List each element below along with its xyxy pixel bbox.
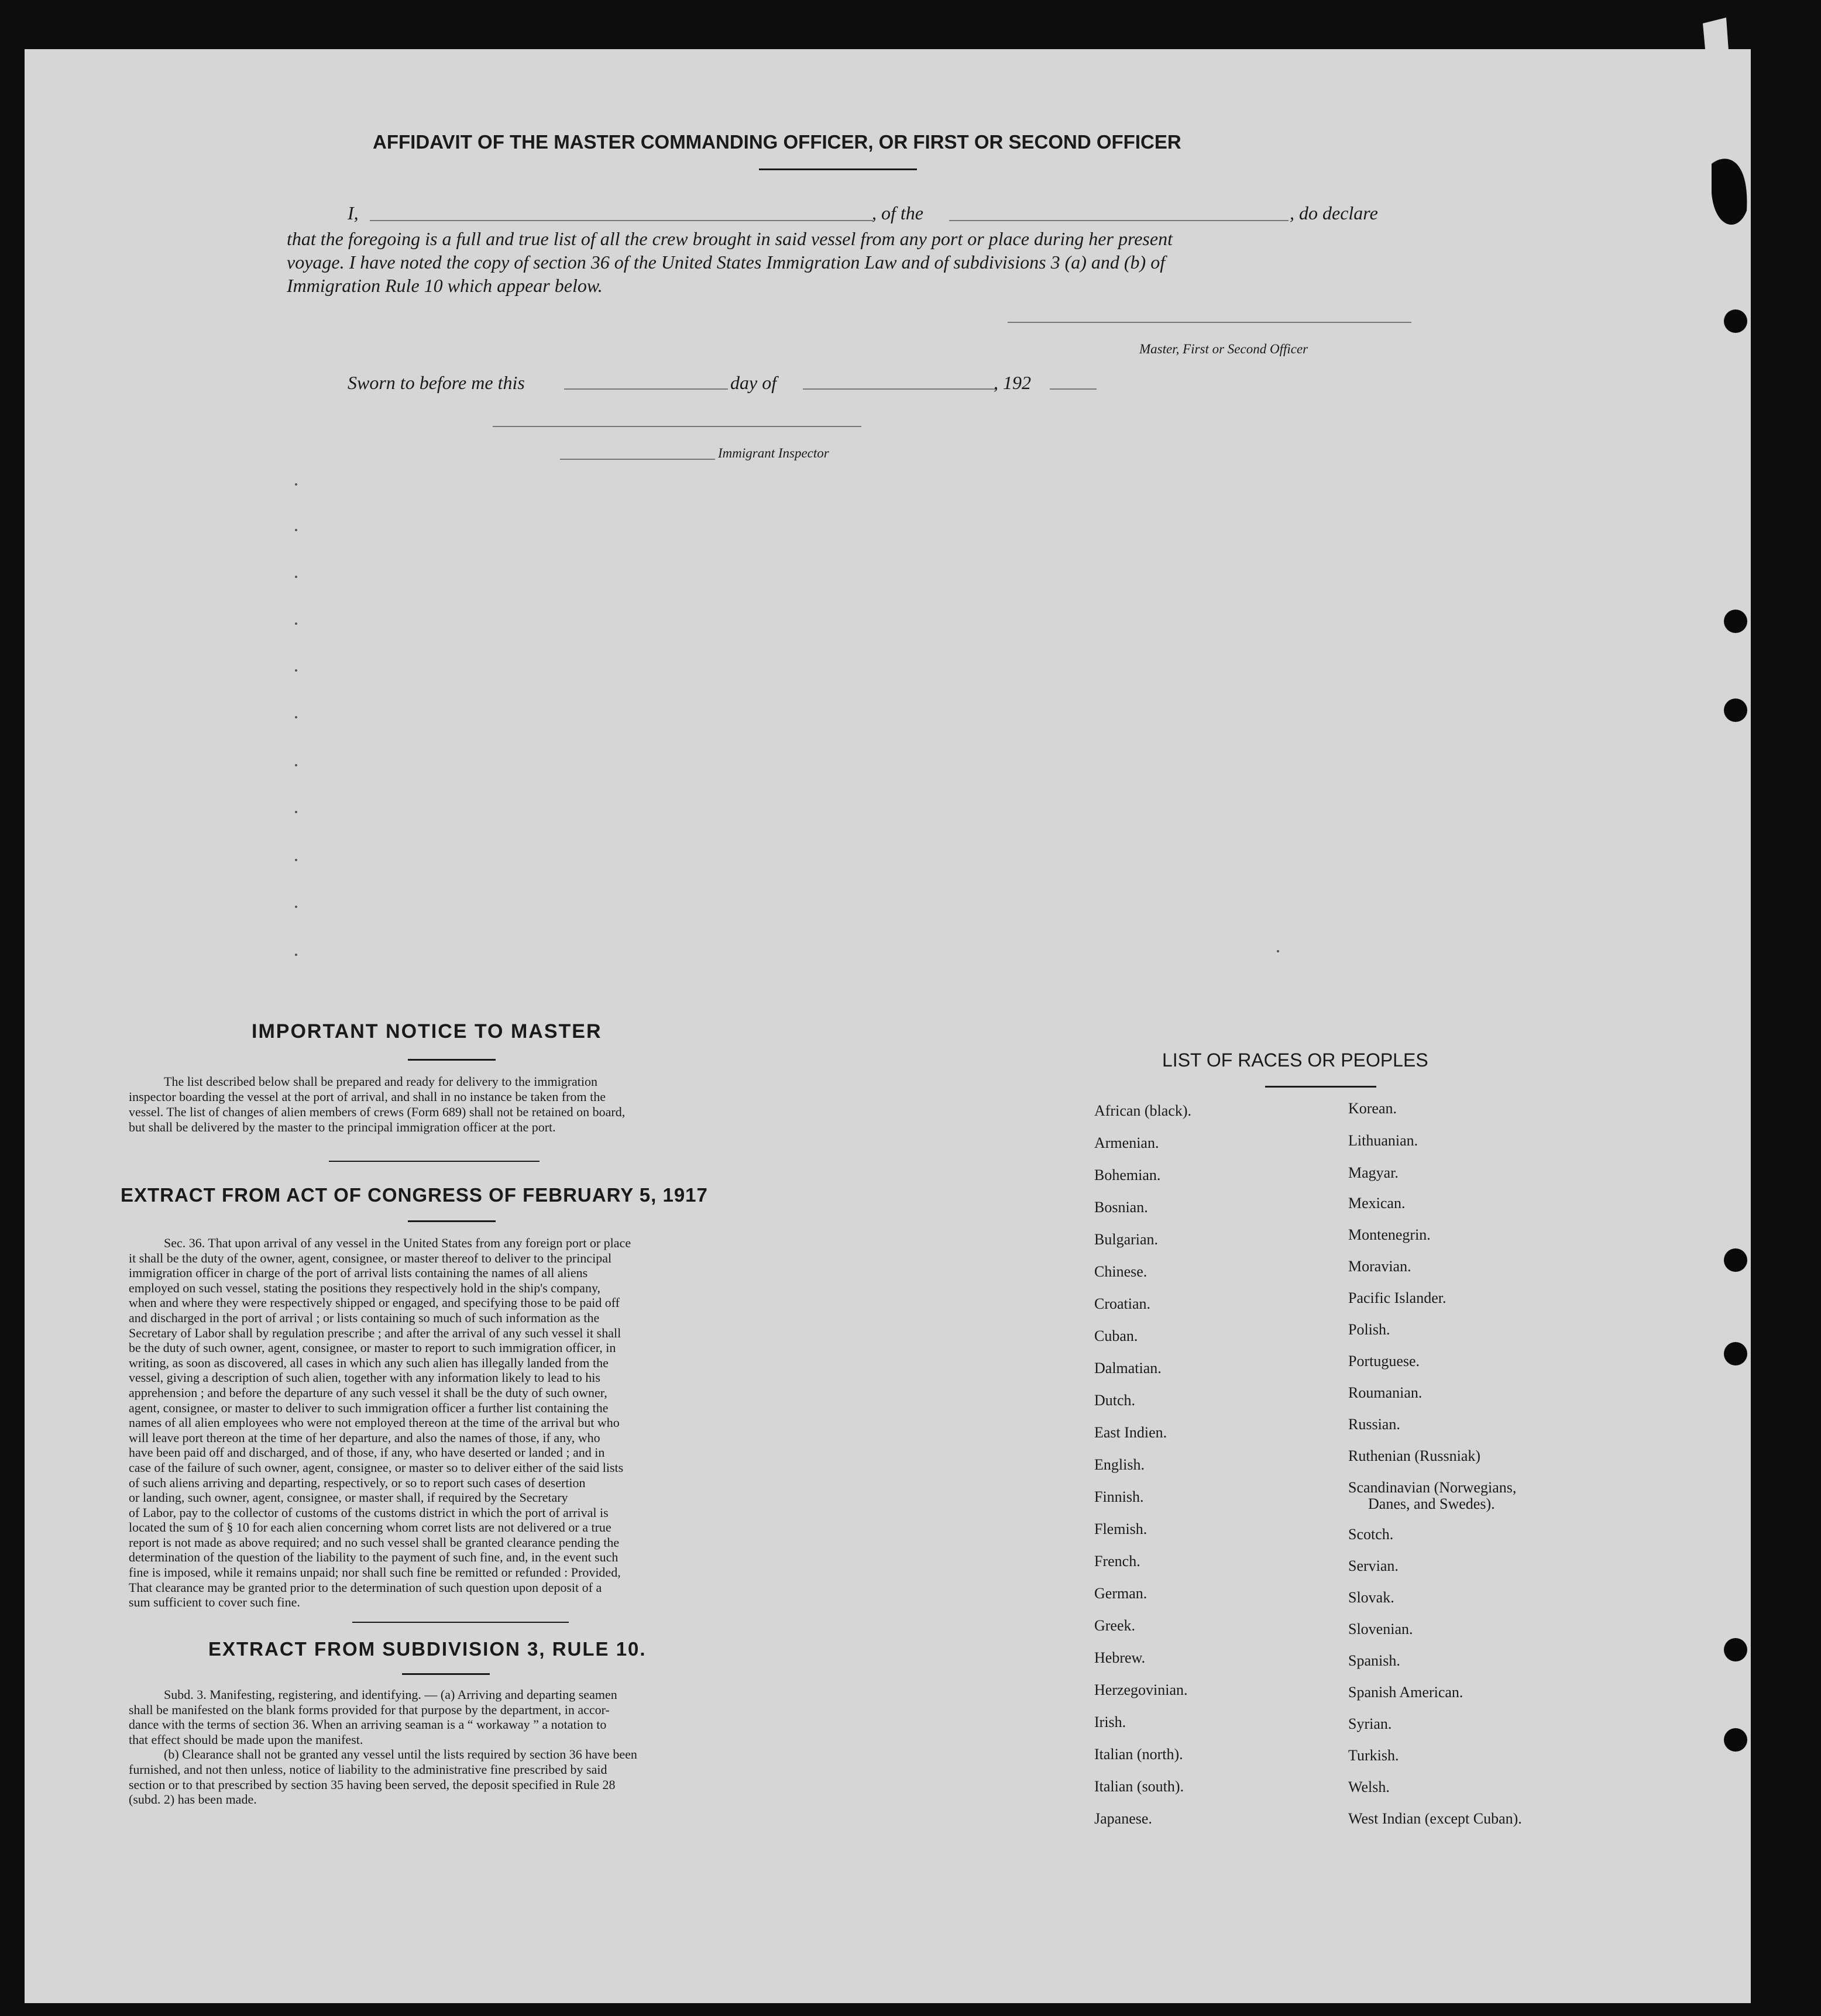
race-right-item: Montenegrin. xyxy=(1348,1226,1431,1243)
race-left-item: Cuban. xyxy=(1094,1327,1138,1344)
race-right-item: Scandinavian (Norwegians, xyxy=(1348,1479,1517,1496)
act-line: writing, as soon as discovered, all cases in which any such alien has illegally landed from the xyxy=(129,1355,609,1370)
title-underline xyxy=(759,168,917,170)
inspector-short-line xyxy=(560,459,715,460)
race-left-item: French. xyxy=(1094,1553,1140,1570)
race-left-item: Bohemian. xyxy=(1094,1167,1161,1184)
act-line: or landing, such owner, agent, consignee, or master shall, if required by the Secretary xyxy=(129,1490,568,1505)
act-line: immigration officer in charge of the port of arrival lists containing the names of all aliens xyxy=(129,1265,588,1281)
race-right-item: Roumanian. xyxy=(1348,1384,1423,1401)
notice-title: IMPORTANT NOTICE TO MASTER xyxy=(252,1020,602,1043)
race-left-item: African (black). xyxy=(1094,1102,1192,1119)
margin-dot xyxy=(295,669,297,672)
race-right-item: Syrian. xyxy=(1348,1715,1392,1732)
race-left-item: Finnish. xyxy=(1094,1488,1144,1505)
binder-hole xyxy=(1724,610,1747,633)
notice-line: but shall be delivered by the master to the principal immigration officer at the port. xyxy=(129,1120,556,1134)
act-line: apprehension ; and before the departure of any such vessel it shall be the duty of such owner, xyxy=(129,1385,607,1400)
rule-line: shall be manifested on the blank forms provided for that purpose by the department, in accor- xyxy=(129,1702,610,1717)
binder-hole xyxy=(1724,1728,1747,1752)
race-left-item: Herzegovinian. xyxy=(1094,1681,1188,1698)
rule-text xyxy=(129,1687,819,1807)
margin-dot xyxy=(295,716,297,718)
form-sheet xyxy=(25,49,1751,2003)
year-label: , 192 xyxy=(994,372,1031,393)
rule-line: Subd. 3. Manifesting, registering, and identifying. — (a) Arriving and departing seamen xyxy=(164,1687,617,1702)
act-line: fine is imposed, while it remains unpaid; nor shall such fine be remitted or refunded : Provided, xyxy=(129,1565,621,1580)
race-left-item: English. xyxy=(1094,1456,1145,1473)
act-line: employed on such vessel, stating the positions they respectively hold in the ship's company, xyxy=(129,1280,601,1295)
act-line: located the sum of § 10 for each alien concerning whom corret lists are not delivered or a true xyxy=(129,1520,611,1535)
master-label: Master, First or Second Officer xyxy=(1139,342,1308,356)
rule-title: EXTRACT FROM SUBDIVISION 3, RULE 10. xyxy=(208,1638,647,1660)
binder-hole xyxy=(1724,699,1747,722)
race-right-item: Servian. xyxy=(1348,1557,1399,1574)
race-right-item: Mexican. xyxy=(1348,1195,1406,1212)
race-right-item: Russian. xyxy=(1348,1416,1400,1433)
race-left-item: Bosnian. xyxy=(1094,1199,1148,1216)
margin-dot xyxy=(295,483,297,486)
race-right-item: Spanish. xyxy=(1348,1652,1400,1669)
affidavit-declare: , do declare xyxy=(1290,202,1378,223)
notice-separator xyxy=(329,1161,540,1162)
race-right-item: Moravian. xyxy=(1348,1258,1411,1275)
act-line: sum sufficient to cover such fine. xyxy=(129,1595,300,1610)
race-right-item: Spanish American. xyxy=(1348,1684,1463,1701)
race-right-item: Pacific Islander. xyxy=(1348,1289,1447,1306)
sworn-label: Sworn to before me this xyxy=(348,372,525,393)
act-line: have been paid off and discharged, and of those, if any, who have deserted or landed ; and in xyxy=(129,1445,605,1460)
act-line: names of all alien employees who were not employed thereon at the time of the arrival but who xyxy=(129,1415,620,1430)
affidavit-title: AFFIDAVIT OF THE MASTER COMMANDING OFFICER, OR FIRST OR SECOND OFFICER xyxy=(373,131,1181,153)
torn-corner-mark xyxy=(1691,18,1761,240)
race-left-item: Croatian. xyxy=(1094,1295,1151,1312)
act-line: of Labor, pay to the collector of customs of the customs district in which the port of arrival is xyxy=(129,1505,609,1520)
notice-line: The list described below shall be prepared and ready for delivery to the immigration xyxy=(164,1074,598,1089)
margin-dot xyxy=(1277,950,1279,952)
race-right-item: Slovak. xyxy=(1348,1589,1394,1606)
race-right-item: Magyar. xyxy=(1348,1164,1399,1181)
act-line: That clearance may be granted prior to the determination of such question upon deposit of a xyxy=(129,1580,602,1595)
act-line: Sec. 36. That upon arrival of any vessel in the United States from any foreign port or place xyxy=(164,1236,631,1250)
master-signature-field[interactable] xyxy=(1008,322,1411,323)
rule-underline xyxy=(402,1673,490,1675)
affidavit-body-2: voyage. I have noted the copy of section 36 of the United States Immigration Law and of subdivisions 3 (a) and (b) of xyxy=(287,252,1166,273)
race-right-item: Welsh. xyxy=(1348,1778,1390,1795)
act-separator xyxy=(352,1622,569,1623)
affidavit-of-the: , of the xyxy=(872,202,923,223)
margin-dot xyxy=(295,529,297,531)
race-left-item: Hebrew. xyxy=(1094,1649,1146,1666)
act-line: Secretary of Labor shall by regulation prescribe ; and after the arrival of any such vessel it shall xyxy=(129,1325,621,1340)
sworn-day-field[interactable] xyxy=(564,388,728,390)
act-line: vessel, giving a description of such alien, together with any information likely to lead to his xyxy=(129,1370,600,1385)
race-right-item: Turkish. xyxy=(1348,1747,1399,1764)
rule-line: that effect should be made upon the manifest. xyxy=(129,1732,363,1747)
inspector-label: Immigrant Inspector xyxy=(718,446,829,460)
race-right-item: Scotch. xyxy=(1348,1526,1394,1543)
act-underline xyxy=(408,1220,496,1222)
act-line: case of the failure of such owner, agent, consignee, or master so to deliver either of the said lists xyxy=(129,1460,624,1475)
affidavit-i: I, xyxy=(348,202,359,223)
binder-hole xyxy=(1724,1248,1747,1272)
race-left-item: Bulgarian. xyxy=(1094,1231,1159,1248)
affidavit-body-1: that the foregoing is a full and true list of all the crew brought in said vessel from any port or place during her present xyxy=(287,228,1173,249)
act-line: will leave port thereon at the time of her departure, and also the names of those, if any, who xyxy=(129,1430,600,1445)
race-right-item: Portuguese. xyxy=(1348,1353,1420,1370)
margin-dot xyxy=(295,622,297,625)
race-right-item: Lithuanian. xyxy=(1348,1132,1418,1149)
affidavit-body-3: Immigration Rule 10 which appear below. xyxy=(287,275,603,296)
name-field[interactable] xyxy=(370,220,873,221)
binder-hole xyxy=(1724,1342,1747,1365)
race-right-item: Ruthenian (Russniak) xyxy=(1348,1447,1481,1464)
act-line: of such aliens arriving and departing, respectively, or so to report such cases of desertion xyxy=(129,1475,586,1490)
notice-underline xyxy=(408,1059,496,1061)
notice-line: inspector boarding the vessel at the port of arrival, and shall in no instance be taken from the xyxy=(129,1089,606,1104)
act-title: EXTRACT FROM ACT OF CONGRESS OF FEBRUARY 5, 1917 xyxy=(121,1184,708,1206)
race-right-item: Korean. xyxy=(1348,1100,1397,1117)
vessel-field[interactable] xyxy=(949,220,1289,221)
race-left-item: Flemish. xyxy=(1094,1520,1147,1537)
act-line: when and where they were respectively shipped or engaged, and specifying those to be paid off xyxy=(129,1295,620,1310)
margin-dot xyxy=(295,954,297,956)
margin-dot xyxy=(295,811,297,813)
rule-line: dance with the terms of section 36. When an arriving seaman is a “ workaway ” a notation to xyxy=(129,1717,607,1732)
rule-line: (subd. 2) has been made. xyxy=(129,1792,257,1807)
race-left-item: Dutch. xyxy=(1094,1392,1136,1409)
act-line: and discharged in the port of arrival ; or lists containing so much of such information as the xyxy=(129,1310,600,1325)
race-left-item: Chinese. xyxy=(1094,1263,1147,1280)
inspector-signature-field[interactable] xyxy=(493,426,861,427)
race-left-item: Dalmatian. xyxy=(1094,1360,1162,1377)
race-left-item: Greek. xyxy=(1094,1617,1136,1634)
act-line: determination of the question of the liability to the payment of such fine, and, in the event such xyxy=(129,1550,619,1565)
margin-dot xyxy=(295,576,297,578)
margin-dot xyxy=(295,906,297,908)
margin-dot xyxy=(295,859,297,861)
race-right-item: Polish. xyxy=(1348,1321,1390,1338)
rule-line: (b) Clearance shall not be granted any vessel until the lists required by section 36 have been xyxy=(164,1747,637,1762)
sworn-year-field[interactable] xyxy=(1050,388,1097,390)
act-line: report is not made as above required; and no such vessel shall be granted clearance pending the xyxy=(129,1535,620,1550)
race-left-item: Italian (south). xyxy=(1094,1778,1184,1795)
margin-dot xyxy=(295,764,297,766)
race-left-item: Irish. xyxy=(1094,1714,1126,1731)
notice-line: vessel. The list of changes of alien members of crews (Form 689) shall not be retained on board, xyxy=(129,1105,626,1119)
binder-hole xyxy=(1724,309,1747,333)
race-right-item: Danes, and Swedes). xyxy=(1368,1495,1495,1512)
race-left-item: Italian (north). xyxy=(1094,1746,1183,1763)
act-line: be the duty of such owner, agent, consignee, or master to report to such immigration officer, in xyxy=(129,1340,616,1356)
race-right-item: West Indian (except Cuban). xyxy=(1348,1810,1522,1827)
race-right-item: Slovenian. xyxy=(1348,1621,1413,1637)
race-left-item: East Indien. xyxy=(1094,1424,1167,1441)
rule-line: section or to that prescribed by section 35 having been served, the deposit specified in Rule 28 xyxy=(129,1777,616,1792)
act-line: agent, consignee, or master to deliver to such immigration officer a further list containing the xyxy=(129,1400,609,1415)
race-left-item: Japanese. xyxy=(1094,1810,1152,1827)
day-of-label: day of xyxy=(730,372,777,393)
act-text xyxy=(129,1236,819,1610)
sworn-month-field[interactable] xyxy=(803,388,996,390)
notice-text xyxy=(129,1074,819,1135)
race-left-item: Armenian. xyxy=(1094,1134,1159,1151)
binder-hole xyxy=(1724,1638,1747,1661)
act-line: it shall be the duty of the owner, agent, consignee, or master thereof to deliver to the principal xyxy=(129,1250,612,1265)
races-underline xyxy=(1265,1086,1376,1088)
rule-line: furnished, and not then unless, notice of liability to the administrative fine prescribed by said xyxy=(129,1762,607,1777)
race-left-item: German. xyxy=(1094,1585,1147,1602)
races-title: LIST OF RACES OR PEOPLES xyxy=(1162,1050,1428,1071)
